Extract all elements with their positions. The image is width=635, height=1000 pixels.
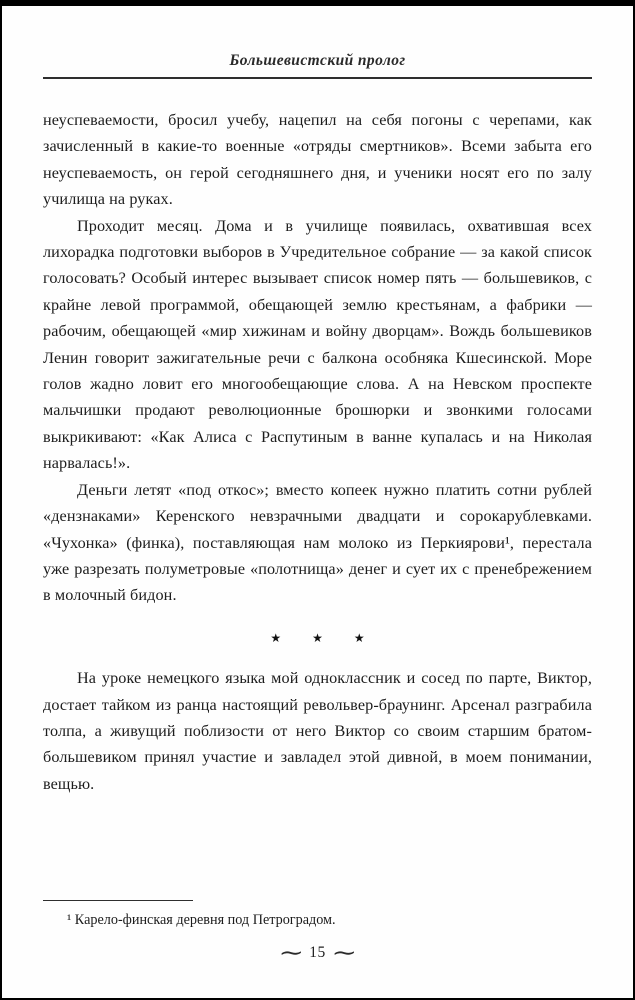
paragraph: Деньги летят «под откос»; вместо копеек нужно платить сотни рублей «дензнаками» Керенского невзрачными двадцати и сорокарублевками. «Чухонка» (финка), поставляющая нам молоко из Перкиярови¹, перестала уже разрезать полуметровые «полотнища» денег и сует их с пренебрежением в молочный бидон.	[43, 480, 592, 605]
tilde-ornament-left: ∼	[278, 940, 304, 965]
page-number: 15	[309, 944, 326, 961]
running-header-title: Большевистский пролог	[229, 52, 406, 69]
page-number-row	[43, 940, 592, 965]
tilde-ornament-right: ∼	[331, 940, 357, 965]
footnote-divider	[43, 900, 193, 901]
header-divider	[43, 77, 592, 79]
paragraph: На уроке немецкого языка мой одноклассник и сосед по парте, Виктор, достает тайком из ранца настоящий револьвер-браунинг. Арсенал разграбила толпа, а живущий поблизости от него Виктор со своим старшим братом-большевиком принял участие и завладел этой дивной, в моем понимании, вещью.	[43, 669, 592, 793]
page-content-area	[2, 6, 633, 900]
paragraph: Проходит месяц. Дома и в училище появилась, охватившая всех лихорадка подготовки выборов в Учредительное собрание — за какой список голосовать? Особый интерес вызывает список номер пять — большевиков, с крайне левой программой, обещающей землю крестьянам, а фабрики — рабочим, обещающей «мир хижинам и войну дворцам». Вождь большевиков Ленин говорит зажигательные речи с балкона особняка Кшесинской. Море голов жадно ловит его многообещающие слова. А на Невском проспекте мальчишки продают революционные брошюрки и звонкими голосами выкрикивают: «Как Алиса с Распутиным в ванне купалась и на Николая нарвалась!».	[43, 216, 592, 473]
page-body	[43, 107, 592, 866]
stars-section-separator: ★ ★ ★	[270, 630, 379, 645]
running-header-block	[43, 52, 592, 79]
page-footer	[2, 900, 633, 998]
paragraph-continuation: неуспеваемости, бросил учебу, нацепил на себя погоны с черепами, как зачисленный в какие-то военные «отряды смертников». Всеми забыта его неуспеваемость, он герой сегодняшнего дня, и ученики носят его по залу училища на руках.	[43, 111, 592, 209]
footnote-text: ¹ Карело-финская деревня под Петроградом.	[67, 912, 336, 928]
